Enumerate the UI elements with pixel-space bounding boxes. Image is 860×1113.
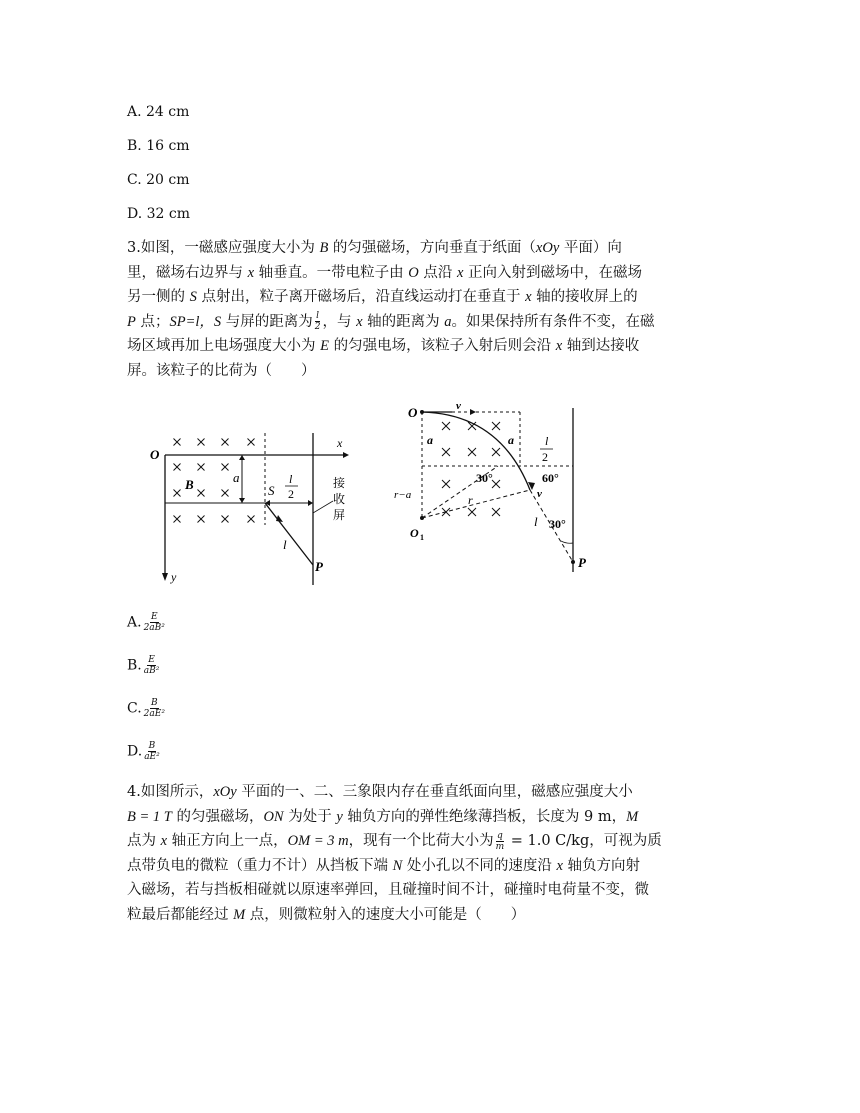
q3-option-b-prefix: B. bbox=[127, 657, 142, 674]
q3-option-a-num: E bbox=[150, 612, 158, 622]
label-v-top: v bbox=[456, 400, 461, 412]
text-segment: 轴垂直。一带电粒子由 bbox=[254, 264, 409, 281]
text-segment: 屏。该粒子的比荷为（ ） bbox=[127, 362, 316, 379]
text-segment: a bbox=[444, 313, 452, 330]
text-line bbox=[127, 780, 737, 805]
text-segment: OM = 3 m bbox=[287, 833, 349, 849]
text-segment: 点射出，粒子离开磁场后，沿直线运动打在垂直于 bbox=[196, 289, 526, 305]
label-r-minus-a: r−a bbox=[394, 489, 412, 501]
q3-option-a bbox=[127, 612, 167, 633]
question-4-text bbox=[127, 780, 737, 927]
text-segment: ，与 bbox=[322, 313, 357, 330]
text-segment: xOy bbox=[213, 784, 237, 800]
text-segment: 3.如图，一磁感应强度大小为 bbox=[127, 240, 320, 256]
text-segment: = 1.0 C/kg，可视为质 bbox=[506, 833, 662, 849]
text-segment: N bbox=[392, 857, 403, 874]
text-segment: 处小孔以不同的速度沿 bbox=[402, 857, 557, 874]
label-P-right: P bbox=[578, 555, 586, 570]
text-segment: xOy bbox=[535, 240, 560, 256]
text-segment: y bbox=[336, 808, 343, 825]
text-segment: 轴的接收屏上的 bbox=[531, 289, 638, 305]
q3-option-b-den: aB² bbox=[143, 666, 160, 676]
label-l-num: l bbox=[289, 472, 293, 486]
text-segment: 的匀强磁场，方向垂直于纸面（ bbox=[328, 240, 536, 256]
label-l-den: 2 bbox=[288, 487, 294, 501]
text-segment: 平面的一、二、三象限内存在垂直纸面向里，磁感应强度大小 bbox=[236, 784, 633, 800]
inline-fraction: $\frac{l}{2}$ bbox=[314, 311, 321, 332]
label-v-mid: v bbox=[537, 488, 542, 500]
text-segment: 点； bbox=[135, 313, 170, 330]
text-segment: 轴到达接收 bbox=[562, 338, 640, 354]
text-segment: 与屏的距离为 bbox=[221, 313, 313, 330]
label-O: O bbox=[150, 447, 160, 462]
text-segment: 另一侧的 bbox=[127, 289, 190, 305]
text-segment: ，现有一个比荷大小为 bbox=[348, 833, 494, 849]
text-segment: ON bbox=[263, 808, 284, 825]
text-segment: 轴负方向的弹性绝缘薄挡板，长度为 9 m， bbox=[342, 808, 627, 825]
label-a-left: a bbox=[427, 433, 433, 447]
question-3-text bbox=[127, 236, 737, 383]
label-angle-30b: 30° bbox=[549, 517, 566, 531]
text-segment: 4.如图所示， bbox=[127, 784, 214, 800]
q3-option-b-num: E bbox=[148, 655, 155, 665]
text-segment: x bbox=[556, 857, 563, 874]
text-segment: M bbox=[626, 808, 639, 825]
text-line bbox=[127, 310, 737, 335]
label-S: S bbox=[268, 483, 275, 498]
text-segment: M bbox=[233, 906, 246, 923]
label-P: P bbox=[315, 559, 323, 574]
figure-right bbox=[390, 400, 600, 580]
text-line bbox=[127, 334, 737, 359]
text-segment: x bbox=[456, 264, 464, 281]
label-y: y bbox=[171, 570, 177, 584]
text-segment: 点为 bbox=[127, 833, 161, 849]
text-segment: 。如果保持所有条件不变，在磁 bbox=[451, 313, 655, 330]
q3-option-d-num: B bbox=[148, 741, 156, 751]
text-segment: x bbox=[555, 338, 563, 354]
q3-option-c bbox=[127, 698, 167, 719]
label-a-right: a bbox=[508, 433, 514, 447]
q3-option-d bbox=[127, 741, 162, 762]
text-segment: 平面）向 bbox=[559, 240, 622, 256]
q3-option-a-prefix: A. bbox=[127, 614, 142, 631]
text-segment: B bbox=[319, 240, 329, 256]
label-x: x bbox=[337, 436, 343, 450]
label-l: l bbox=[283, 537, 287, 552]
text-segment: 轴的距离为 bbox=[362, 313, 445, 330]
text-line bbox=[127, 285, 737, 310]
label-O-right: O bbox=[408, 405, 418, 420]
label-r: r bbox=[468, 493, 473, 507]
text-segment: 正向入射到磁场中，在磁场 bbox=[463, 264, 643, 281]
text-segment: 点带负电的微粒（重力不计）从挡板下端 bbox=[127, 857, 393, 874]
text-segment: 的匀强电场，该粒子入射后则会沿 bbox=[328, 338, 556, 354]
label-a: a bbox=[233, 470, 240, 485]
text-segment: 场区域再加上电场强度大小为 bbox=[127, 338, 321, 354]
text-segment: S bbox=[213, 313, 222, 330]
q3-option-c-den: 2aE² bbox=[143, 709, 165, 719]
label-O1: O bbox=[410, 526, 419, 540]
label-O1-sub: 1 bbox=[420, 533, 424, 542]
text-segment: S bbox=[189, 289, 197, 305]
q3-option-d-den: aE² bbox=[144, 752, 160, 762]
text-line bbox=[127, 903, 737, 928]
label-screen-2: 收 bbox=[333, 492, 346, 506]
q2-option-b: B. 16 cm bbox=[127, 138, 190, 154]
text-line bbox=[127, 805, 737, 830]
text-segment: x bbox=[160, 833, 168, 849]
q2-option-d: D. 32 cm bbox=[127, 206, 191, 222]
text-segment: x bbox=[525, 289, 532, 305]
text-segment: 轴负方向射 bbox=[562, 857, 641, 874]
label-angle-30a: 30° bbox=[476, 471, 493, 485]
label-screen-1: 接 bbox=[333, 476, 346, 490]
text-segment: x bbox=[356, 313, 363, 330]
text-segment: 点沿 bbox=[418, 264, 457, 281]
text-segment: 轴正方向上一点， bbox=[167, 833, 288, 849]
text-line bbox=[127, 854, 737, 879]
label-l2-den: 2 bbox=[542, 450, 548, 464]
text-line bbox=[127, 829, 737, 854]
text-segment: B = 1 T bbox=[127, 808, 172, 825]
text-segment: 点，则微粒射入的速度大小可能是（ ） bbox=[245, 906, 526, 923]
text-line bbox=[127, 236, 737, 261]
text-segment: 为处于 bbox=[283, 808, 337, 825]
q3-option-a-den: 2aB² bbox=[143, 623, 165, 633]
text-line bbox=[127, 359, 737, 384]
text-segment: E bbox=[320, 338, 329, 354]
q3-option-c-num: B bbox=[151, 698, 158, 708]
text-line bbox=[127, 261, 737, 286]
text-segment: 粒最后都能经过 bbox=[127, 906, 234, 923]
text-segment: O bbox=[408, 264, 419, 281]
inline-fraction: $\frac{q}{m}$ bbox=[495, 830, 505, 852]
figure-left bbox=[145, 425, 355, 590]
label-angle-60: 60° bbox=[542, 471, 559, 485]
text-segment: P bbox=[127, 313, 136, 330]
text-segment: 入磁场，若与挡板相碰就以原速率弹回，且碰撞时间不计，碰撞时电荷量不变，微 bbox=[127, 882, 649, 898]
label-screen-3: 屏 bbox=[333, 508, 346, 522]
label-l-right: l bbox=[534, 514, 538, 529]
q3-option-c-prefix: C. bbox=[127, 700, 142, 717]
q2-option-a: A. 24 cm bbox=[127, 104, 190, 120]
q2-option-c: C. 20 cm bbox=[127, 172, 190, 188]
q3-option-d-prefix: D. bbox=[127, 743, 143, 760]
text-segment: 里，磁场右边界与 bbox=[127, 264, 248, 281]
label-l2-num: l bbox=[545, 434, 549, 448]
text-segment: x bbox=[247, 264, 255, 281]
text-segment: SP=l bbox=[169, 313, 200, 330]
q3-option-b bbox=[127, 655, 161, 676]
label-B: B bbox=[185, 477, 194, 492]
text-line bbox=[127, 878, 737, 903]
text-segment: ， bbox=[199, 313, 214, 330]
text-segment: 的匀强磁场， bbox=[171, 808, 264, 825]
